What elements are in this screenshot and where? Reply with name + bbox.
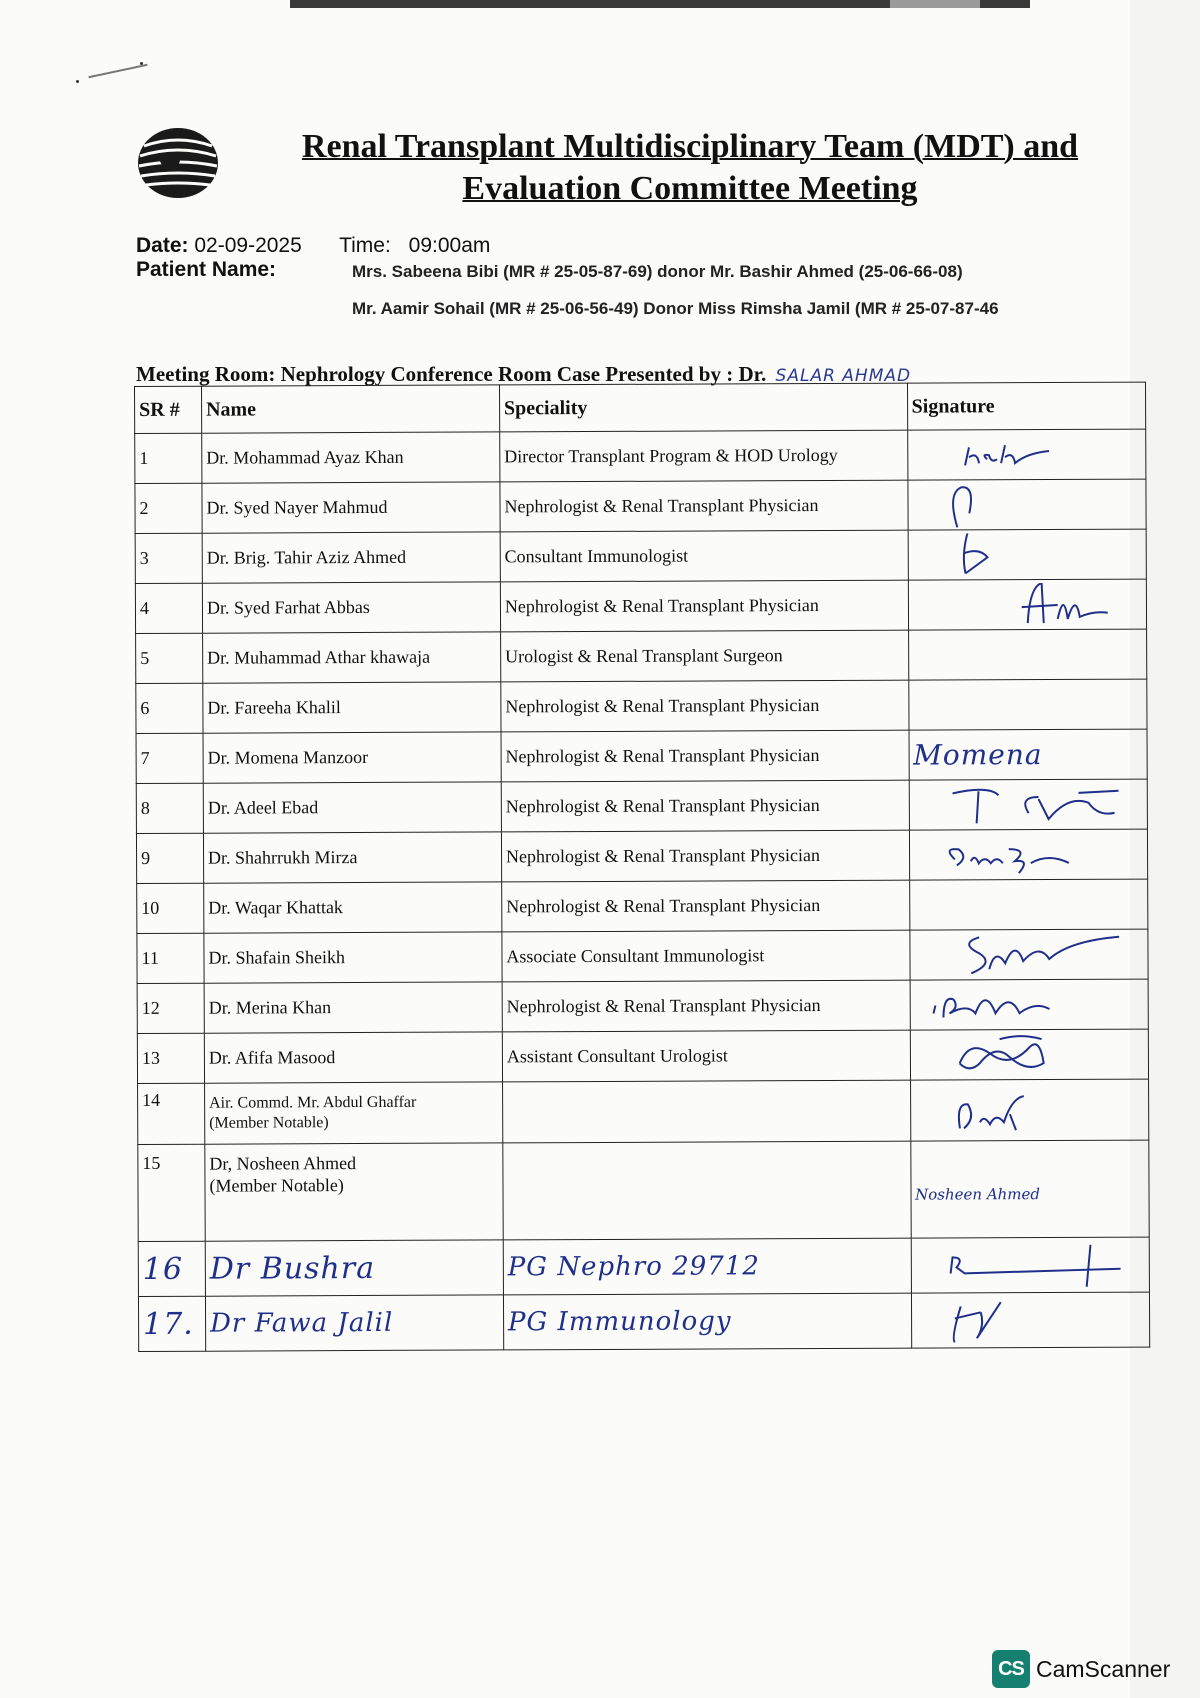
row-speciality — [503, 1293, 911, 1350]
row-speciality: Nephrologist & Renal Transplant Physician — [501, 730, 909, 782]
row-name — [205, 1240, 503, 1296]
row-sr: 6 — [136, 683, 203, 733]
row-name-note: (Member Notable) — [209, 1114, 329, 1132]
table-row-handwritten — [138, 1237, 1149, 1296]
signature-scribble — [912, 532, 1142, 577]
scan-mark — [88, 64, 147, 78]
signature-scribble — [915, 1243, 1145, 1288]
time-value: 09:00am — [408, 234, 491, 257]
date-label: Date: — [136, 234, 189, 257]
row-name-handwritten: Dr Bushra — [209, 1250, 376, 1287]
row-signature — [907, 479, 1146, 530]
institution-logo — [134, 124, 224, 202]
scan-top-edge — [290, 0, 1030, 8]
row-speciality-handwritten: PG Immunology — [507, 1306, 732, 1338]
row-name: Dr. Momena Manzoor — [203, 732, 501, 783]
row-speciality: Nephrologist & Renal Transplant Physician — [500, 480, 908, 532]
row-name-cell — [205, 1143, 503, 1241]
header-speciality: Speciality — [499, 383, 907, 432]
row-speciality — [503, 1141, 911, 1240]
header-signature: Signature — [907, 382, 1146, 430]
row-name: Dr. Mohammad Ayaz Khan — [202, 432, 500, 483]
row-signature — [911, 1292, 1150, 1348]
patient-line-1: Mrs. Sabeena Bibi (MR # 25-05-87-69) donor Mr. Bashir Ahmed (25-06-66-08) — [352, 262, 963, 281]
signature-scribble — [914, 982, 1144, 1027]
row-name-cell — [204, 1082, 502, 1144]
row-signature — [908, 529, 1147, 580]
row-sr: 12 — [137, 983, 204, 1033]
table-row — [137, 929, 1148, 983]
row-speciality: Nephrologist & Renal Transplant Physician — [502, 880, 910, 932]
table-row — [136, 679, 1147, 733]
row-name: Dr. Shafain Sheikh — [204, 932, 502, 983]
row-name: Air. Commd. Mr. Abdul Ghaffar — [209, 1093, 417, 1112]
row-signature — [910, 979, 1149, 1030]
row-sr: 11 — [137, 933, 204, 983]
signature-scribble — [915, 1088, 1145, 1133]
row-speciality: Nephrologist & Renal Transplant Physician — [502, 980, 910, 1032]
table-header-row — [135, 382, 1146, 433]
camscanner-logo-badge: CS — [992, 1650, 1030, 1688]
presenter-handwritten: SALAR AHMAD — [775, 366, 912, 386]
row-speciality: Urologist & Renal Transplant Surgeon — [500, 630, 908, 682]
row-speciality: Nephrologist & Renal Transplant Physician — [500, 580, 908, 632]
signature-scribble — [912, 432, 1142, 477]
row-signature — [911, 1237, 1150, 1293]
row-signature — [909, 829, 1148, 880]
row-signature — [908, 679, 1147, 730]
table-row — [138, 1079, 1149, 1144]
row-name: Dr. Afifa Masood — [204, 1032, 502, 1083]
table-row — [136, 629, 1147, 683]
row-sr: 4 — [135, 583, 202, 633]
signature-handwritten: Nosheen Ahmed — [915, 1184, 1041, 1204]
signature-handwritten: Momena — [913, 738, 1043, 772]
row-speciality — [503, 1238, 911, 1295]
table-row — [137, 979, 1148, 1033]
row-signature — [909, 779, 1148, 830]
signature-scribble — [913, 782, 1143, 827]
signature-scribble — [914, 932, 1144, 977]
row-signature — [910, 1140, 1149, 1238]
patient-line-2: Mr. Aamir Sohail (MR # 25-06-56-49) Donor Miss Rimsha Jamil (MR # 25-07-87-46 — [352, 299, 999, 318]
row-name: Dr. Syed Nayer Mahmud — [202, 482, 500, 533]
row-sr: 5 — [136, 633, 203, 683]
row-signature — [908, 629, 1147, 680]
table-row — [135, 529, 1146, 583]
attendance-table — [134, 382, 1150, 1352]
scan-speck — [76, 80, 79, 83]
row-name — [205, 1295, 503, 1351]
date-value: 02-09-2025 — [194, 234, 302, 257]
row-sr: 13 — [137, 1033, 204, 1083]
row-name-handwritten: Dr Fawa Jalil — [209, 1307, 394, 1339]
table-row — [138, 1140, 1149, 1241]
header-name: Name — [201, 385, 499, 433]
row-speciality: Assistant Consultant Urologist — [502, 1030, 910, 1082]
table-row — [137, 1029, 1148, 1083]
signature-scribble — [912, 582, 1142, 627]
row-sr-handwritten: 17. — [143, 1306, 194, 1342]
row-sr-handwritten: 16 — [142, 1251, 184, 1287]
date-time-line — [136, 234, 490, 258]
row-sr: 14 — [138, 1083, 205, 1144]
table-row — [136, 729, 1147, 783]
scan-speck — [140, 62, 143, 65]
row-speciality: Nephrologist & Renal Transplant Physician — [501, 830, 909, 882]
signature-scribble — [912, 482, 1142, 527]
signature-scribble — [914, 832, 1144, 877]
row-sr: 8 — [136, 783, 203, 833]
row-name: Dr, Nosheen Ahmed — [209, 1153, 357, 1174]
row-sr — [138, 1241, 205, 1296]
row-sr — [138, 1296, 205, 1351]
row-sr: 9 — [136, 833, 203, 883]
row-signature — [909, 929, 1148, 980]
meeting-room-text: Meeting Room: Nephrology Conference Room Case Presented by : Dr. — [136, 362, 767, 386]
table-row — [135, 579, 1146, 633]
row-speciality — [502, 1080, 910, 1143]
time-label: Time: — [339, 234, 391, 257]
camscanner-label: CamScanner — [1036, 1655, 1171, 1682]
row-name: Dr. Adeel Ebad — [203, 782, 501, 833]
row-speciality: Consultant Immunologist — [500, 530, 908, 582]
row-sr: 7 — [136, 733, 203, 783]
row-name: Dr. Muhammad Athar khawaja — [203, 632, 501, 683]
row-name: Dr. Merina Khan — [204, 982, 502, 1033]
row-signature — [910, 1029, 1149, 1080]
row-sr: 2 — [135, 483, 202, 533]
row-speciality: Nephrologist & Renal Transplant Physician — [501, 680, 909, 732]
table-row — [137, 879, 1148, 933]
patient-label: Patient Name: — [136, 258, 277, 281]
table-row — [135, 429, 1146, 483]
row-speciality: Nephrologist & Renal Transplant Physician — [501, 780, 909, 832]
row-signature — [908, 579, 1147, 630]
row-name: Dr. Fareeha Khalil — [203, 682, 501, 733]
title-line-2: Evaluation Committee Meeting — [462, 170, 918, 207]
row-speciality-handwritten: PG Nephro 29712 — [507, 1251, 760, 1283]
camscanner-watermark — [992, 1650, 1170, 1688]
row-sr: 1 — [135, 433, 202, 483]
row-signature — [907, 429, 1146, 480]
row-name: Dr. Brig. Tahir Aziz Ahmed — [202, 532, 500, 583]
row-sr: 3 — [135, 533, 202, 583]
table-row-handwritten — [138, 1292, 1149, 1351]
row-sr: 15 — [138, 1144, 205, 1241]
row-sr: 10 — [137, 883, 204, 933]
row-name: Dr. Waqar Khattak — [204, 882, 502, 933]
row-signature — [909, 879, 1148, 930]
table-row — [136, 829, 1147, 883]
row-signature — [909, 729, 1148, 780]
title-line-1: Renal Transplant Multidisciplinary Team (MDT) and — [301, 128, 1079, 165]
row-signature — [910, 1079, 1149, 1141]
table-row — [136, 779, 1147, 833]
signature-scribble — [916, 1298, 1146, 1343]
document-title — [240, 126, 1140, 210]
header-sr: SR # — [135, 386, 202, 433]
row-speciality: Director Transplant Program & HOD Urology — [500, 430, 908, 482]
signature-scribble — [914, 1032, 1144, 1077]
row-speciality: Associate Consultant Immunologist — [502, 930, 910, 982]
row-name: Dr. Syed Farhat Abbas — [202, 582, 500, 633]
row-name: Dr. Shahrrukh Mirza — [203, 832, 501, 883]
row-name-note: (Member Notable) — [209, 1175, 344, 1196]
table-row — [135, 479, 1146, 533]
